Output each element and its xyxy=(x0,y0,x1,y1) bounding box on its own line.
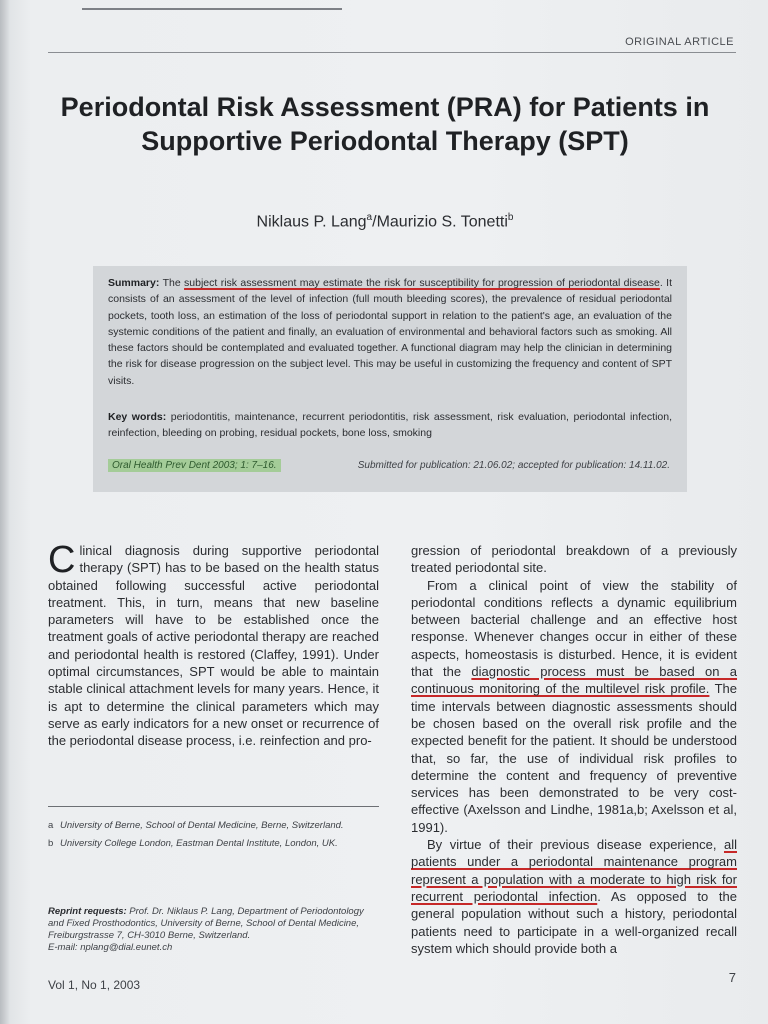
volume-footer: Vol 1, No 1, 2003 xyxy=(48,978,141,992)
summary-underlined-text: subject risk assessment may estimate the risk for susceptibility for progression of periodontal disease xyxy=(184,277,660,289)
keywords-list: periodontitis, maintenance, recurrent periodontitis, risk assessment, risk evaluation, periodontal infection, reinfection, bleeding on probing, residual pockets, bone loss, smoking xyxy=(108,411,672,440)
author-line xyxy=(60,212,710,231)
reprint-email: E-mail: nplang@dial.eunet.ch xyxy=(48,942,173,953)
body-right-paragraph-2 xyxy=(411,577,737,836)
affiliation-b-mark: b xyxy=(48,838,54,849)
paragraph-2-underlined-text: diagnostic process must be based on a continuous monitoring of the multilevel risk profile. xyxy=(411,664,738,697)
section-label: ORIGINAL ARTICLE xyxy=(625,36,734,48)
author-1: Niklaus P. Lang xyxy=(256,213,367,231)
body-left-text: linical diagnosis during supportive periodontal therapy (SPT) has to be based on the health status obtained following successful active periodontal treatment. This, in turn, means that new baseline parameters will have to be established once the treatment goals of active periodontal therapy are reached and periodontal health is restored (Claffey, 1991). Under optimal circumstances, SPT would be able to maintain stable clinical attachment levels for many years. Hence, it is apt to determine the clinical parameters which may serve as early indicators for a new onset or recurrence of the periodontal disease process, i.e. reinfection and pro- xyxy=(48,543,379,749)
body-left-column xyxy=(48,539,379,750)
page-edge-shadow xyxy=(0,0,10,1024)
drop-cap: C xyxy=(48,539,76,581)
author-2: Maurizio S. Tonetti xyxy=(376,213,508,231)
author-1-affiliation-mark: a xyxy=(366,212,373,223)
paragraph-3-text-start: By virtue of their previous disease experience, xyxy=(427,837,724,853)
summary-text-start: The xyxy=(162,277,185,289)
affiliation-b xyxy=(48,838,383,849)
summary-paragraph xyxy=(108,275,672,389)
author-separator: / xyxy=(372,213,377,231)
summary-label: Summary: xyxy=(108,277,160,289)
paragraph-3-underlined-text: all patients under a periodontal maintenance program represent a population with a moderate to high risk for recurrent periodontal infection xyxy=(411,837,737,904)
reprint-requests xyxy=(48,906,382,954)
section-rule xyxy=(48,52,736,53)
body-right-paragraph-1: gression of periodontal breakdown of a previously treated periodontal site. xyxy=(411,543,737,576)
top-rule xyxy=(82,8,342,10)
affiliation-b-text: University College London, Eastman Dental Institute, London, UK. xyxy=(60,838,338,849)
paragraph-3-text-rest: . As opposed to the general population without such a history, periodontal patients need to participate in a well-organized recall system which should provide both a xyxy=(411,888,737,956)
paragraph-2-text-rest: The time intervals between diagnostic assessments should be chosen based on the overall risk profile and the expected benefit for the patient. It should be understood that, so far, the use of individual risk profiles to determine the content and frequency of preventive services has been demonstrated to be very cost-effective (Axelsson and Lindhe, 1981a,b; Axelsson et al, 1991). xyxy=(411,681,737,835)
paragraph-2-text-start: From a clinical point of view the stability of periodontal conditions reflects a dynamic equilibrium between bacterial challenge and an effective host response. Whenever changes occur in either of these aspects, homeostasis is disturbed. Hence, it is evident that the xyxy=(411,577,737,680)
keywords-label: Key words: xyxy=(108,411,167,423)
footnote-rule xyxy=(48,806,379,807)
article-title: Periodontal Risk Assessment (PRA) for Patients in Supportive Periodontal Therapy (SPT) xyxy=(60,92,710,156)
keywords-paragraph xyxy=(108,409,672,442)
page-number: 7 xyxy=(728,970,736,985)
affiliation-a xyxy=(48,820,383,831)
body-right-paragraph-3 xyxy=(411,836,737,957)
submission-dates: Submitted for publication: 21.06.02; accepted for publication: 14.11.02. xyxy=(357,460,670,471)
summary-text-rest: . It consists of an assessment of the level of infection (full mouth bleeding scores), the prevalence of residual periodontal pockets, tooth loss, an estimation of the loss of periodontal support in relation to the patient's age, an evaluation of the systemic conditions of the patient and finally, an evaluation of environmental and behavioral factors such as smoking. All these factors should be contemplated and evaluated together. A functional diagram may help the clinician in determining the risk for disease progression on the subject level. This may be useful in customizing the frequency and content of SPT visits. xyxy=(108,277,673,387)
reprint-address: Prof. Dr. Niklaus P. Lang, Department of Periodontology and Fixed Prosthodontics, University of Berne, School of Dental Medicine, Freiburgstrasse 7, CH-3010 Berne, Switzerland. xyxy=(48,906,364,941)
body-right-column xyxy=(411,542,737,957)
affiliation-a-text: University of Berne, School of Dental Medicine, Berne, Switzerland. xyxy=(60,820,344,831)
affiliation-a-mark: a xyxy=(48,820,54,831)
reprint-label: Reprint requests: xyxy=(48,906,127,917)
author-2-affiliation-mark: b xyxy=(507,212,514,223)
citation-highlight: Oral Health Prev Dent 2003; 1: 7–16. xyxy=(108,459,281,472)
